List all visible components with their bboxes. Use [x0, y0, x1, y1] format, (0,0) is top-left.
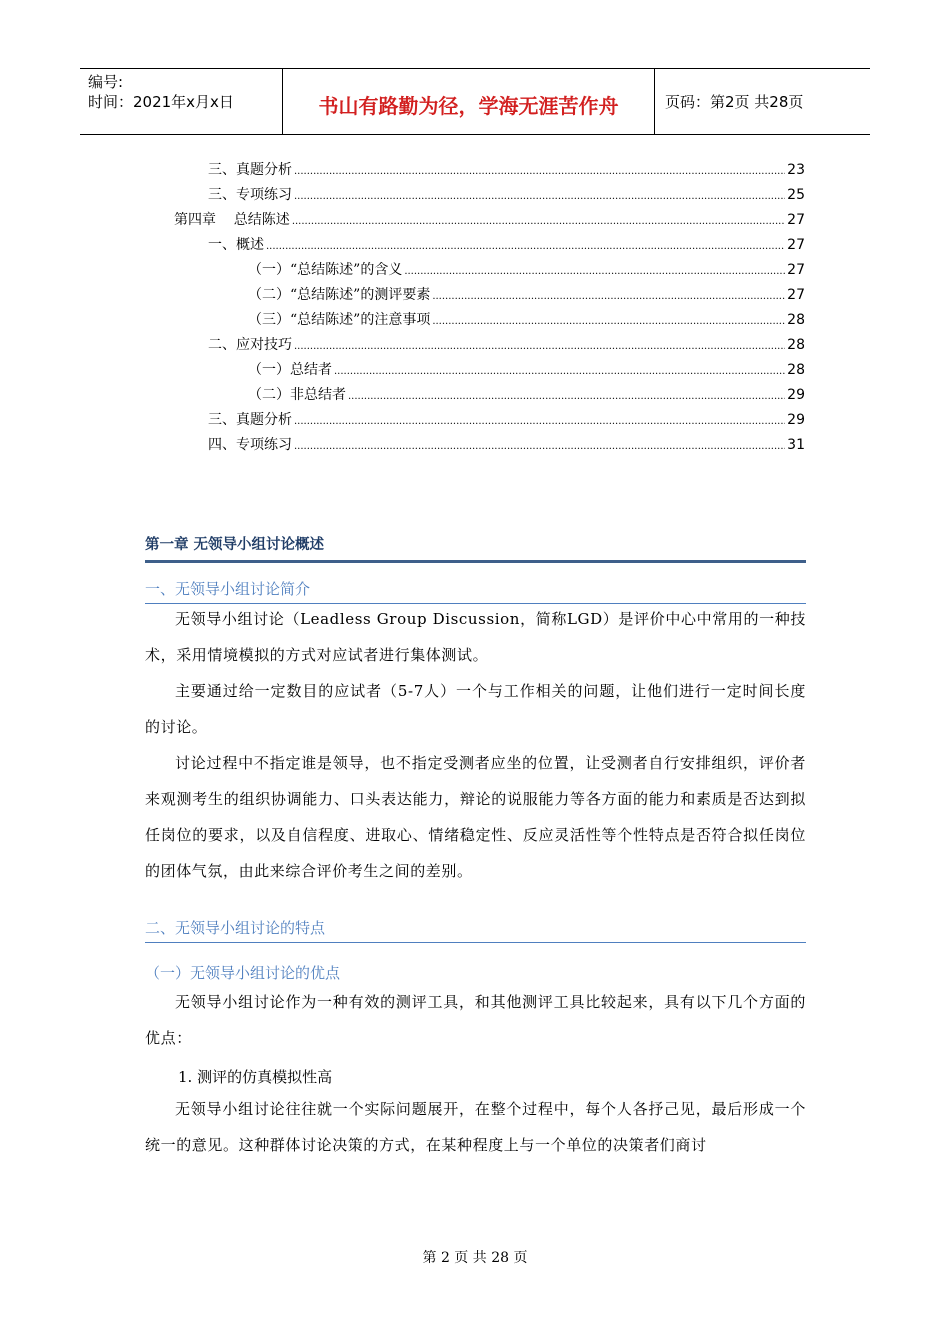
document-date: 时间：2021年x月x日: [88, 93, 234, 111]
toc-entry-title: 二、应对技巧: [208, 337, 292, 353]
toc-entry[interactable]: [208, 408, 805, 433]
toc-leader-dots: [432, 283, 785, 308]
toc-entry-page: 25: [787, 187, 805, 203]
paragraph: 无领导小组讨论往往就一个实际问题展开，在整个过程中，每个人各抒己见，最后形成一个统一的意见。这种群体讨论决策的方式，在某种程度上与一个单位的决策者们商讨: [145, 1100, 806, 1154]
header-motto: 书山有路勤为径，学海无涯苦作舟: [282, 69, 655, 134]
paragraph: 讨论过程中不指定谁是领导，也不指定受测者应坐的位置，让受测者自行安排组织，评价者来观测考生的组织协调能力、口头表达能力，辩论的说服能力等各方面的能力和素质是否达到拟任岗位的要求，以及自信程度、进取心、情绪稳定性、反应灵活性等个性特点是否符合拟任岗位的团体气氛，由此来综合评价考生之间的差别。: [145, 754, 806, 880]
toc-entry-page: 27: [787, 212, 805, 228]
paragraph: 主要通过给一定数目的应试者（5-7人）一个与工作相关的问题，让他们进行一定时间长度的讨论。: [145, 682, 806, 736]
toc-leader-dots: [432, 308, 785, 333]
toc-entry-title: 三、真题分析: [208, 412, 292, 428]
toc-entry[interactable]: [248, 283, 805, 308]
chapter-heading: 第一章 无领导小组讨论概述: [145, 533, 806, 563]
toc-leader-dots: [294, 158, 785, 183]
paragraph: 无领导小组讨论（Leadless Group Discussion，简称LGD）是评价中心中常用的一种技术，采用情境模拟的方式对应试者进行集体测试。: [145, 610, 806, 664]
toc-entry-title: 四、专项练习: [208, 437, 292, 453]
toc-entry[interactable]: [248, 358, 805, 383]
toc-entry-title: 三、真题分析: [208, 162, 292, 178]
toc-entry-title: 第四章 总结陈述: [174, 212, 290, 228]
toc-entry[interactable]: [208, 158, 805, 183]
paragraph: 无领导小组讨论作为一种有效的测评工具，和其他测评工具比较起来，具有以下几个方面的优点：: [145, 993, 806, 1047]
section-heading: 二、无领导小组讨论的特点: [145, 917, 806, 943]
toc-entry-page: 27: [787, 237, 805, 253]
subsection-heading: （一）无领导小组讨论的优点: [145, 964, 341, 982]
toc-leader-dots: [334, 358, 785, 383]
toc-entry-page: 31: [787, 437, 805, 453]
page-header: [80, 68, 870, 135]
toc-leader-dots: [294, 433, 785, 458]
toc-leader-dots: [292, 208, 785, 233]
toc-entry[interactable]: [208, 333, 805, 358]
toc-leader-dots: [294, 333, 785, 358]
toc-entry-title: （二）非总结者: [248, 387, 346, 403]
toc-entry-title: 三、专项练习: [208, 187, 292, 203]
toc-entry-title: （三）“总结陈述”的注意事项: [248, 312, 431, 328]
toc-entry[interactable]: [248, 383, 805, 408]
list-item: 1. 测评的仿真模拟性高: [178, 1068, 333, 1086]
toc-leader-dots: [294, 408, 785, 433]
header-page-info: 页码：第2页 共28页: [665, 93, 804, 111]
page-footer: 第 2 页 共 28 页: [422, 1250, 528, 1266]
toc-entry[interactable]: [248, 258, 805, 283]
toc-entry-page: 23: [787, 162, 805, 178]
toc-leader-dots: [348, 383, 785, 408]
toc-entry[interactable]: [248, 308, 805, 333]
toc-entry-title: （二）“总结陈述”的测评要素: [248, 287, 431, 303]
toc-entry-page: 28: [787, 337, 805, 353]
section-heading: 一、无领导小组讨论简介: [145, 578, 806, 604]
toc-entry-title: 一、概述: [208, 237, 264, 253]
document-number-label: 编号:: [88, 73, 124, 91]
header-meta: [80, 69, 282, 134]
toc-entry-title: （一）“总结陈述”的含义: [248, 262, 403, 278]
toc-entry-page: 27: [787, 262, 805, 278]
toc-entry-page: 27: [787, 287, 805, 303]
toc-entry[interactable]: [174, 208, 805, 233]
toc-entry[interactable]: [208, 183, 805, 208]
toc-leader-dots: [266, 233, 785, 258]
toc-entry-page: 29: [787, 412, 805, 428]
toc-entry[interactable]: [208, 433, 805, 458]
toc-leader-dots: [404, 258, 785, 283]
toc-entry-page: 28: [787, 362, 805, 378]
toc-entry-page: 29: [787, 387, 805, 403]
toc-entry-title: （一）总结者: [248, 362, 332, 378]
toc-entry-page: 28: [787, 312, 805, 328]
toc-leader-dots: [294, 183, 785, 208]
toc-entry[interactable]: [208, 233, 805, 258]
